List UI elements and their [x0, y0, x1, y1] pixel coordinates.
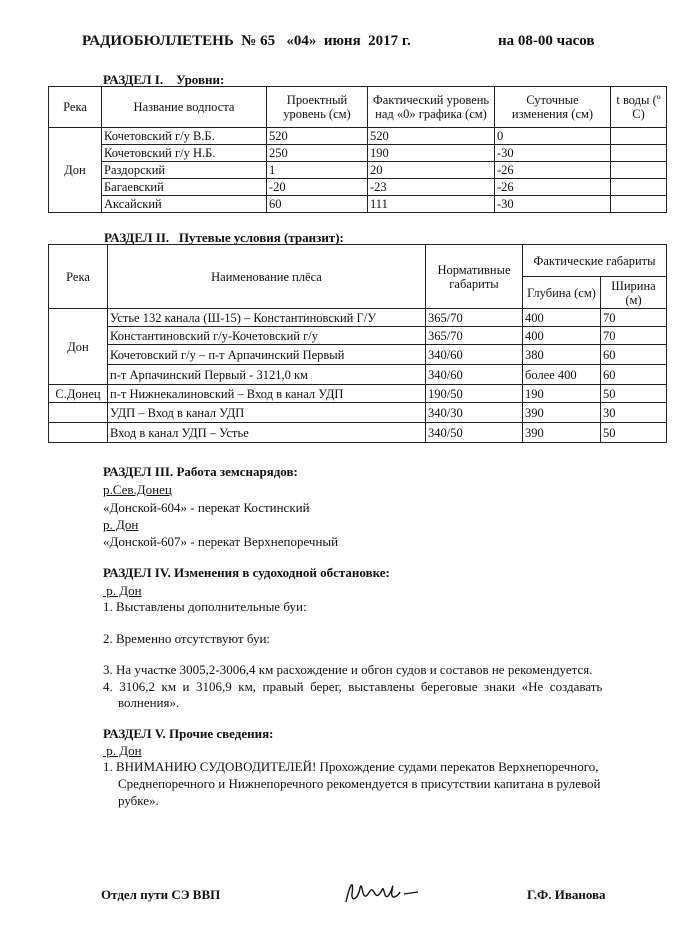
normative-dims: 340/50 — [426, 423, 523, 443]
river-cell: Дон — [49, 128, 102, 213]
col-actual-level: Фактический уровень над «0» графика (см) — [368, 87, 495, 128]
river-cell: С.Донец — [49, 385, 108, 403]
water-temp — [611, 145, 667, 162]
water-temp — [611, 179, 667, 196]
normative-dims: 190/50 — [426, 385, 523, 403]
dredger-1: «Донской-604» - перекат Костинский — [103, 500, 310, 515]
dredger-2: «Донской-607» - перекат Верхнепоречный — [103, 534, 339, 549]
water-temp — [611, 128, 667, 145]
river-cell: Дон — [49, 309, 108, 385]
col-project-level: Проектный уровень (см) — [267, 87, 368, 128]
reach-name: Вход в канал УДП – Устье — [108, 423, 426, 443]
depth-value: 390 — [523, 423, 601, 443]
captain-notice-2: Среднепоречного и Нижнепоречного рекомендуется в присутствии капитана в рулевой — [118, 776, 601, 791]
missing-buoys: 2. Временно отсутствуют буи: — [103, 631, 271, 646]
water-temp — [611, 196, 667, 213]
overtaking-note: 3. На участке 3005,2-3006,4 км расхождение и обгон судов и составов не рекомендуется. — [103, 662, 593, 677]
post-name: Аксайский — [102, 196, 267, 213]
section1-heading: РАЗДЕЛ I. Уровни: — [103, 72, 225, 87]
section5-heading: РАЗДЕЛ V. Прочие сведения: — [103, 726, 274, 741]
reach-name: Кочетовский г/у – п-т Арпачинский Первый — [108, 345, 426, 365]
post-name: Раздорский — [102, 162, 267, 179]
actual-level: 20 — [368, 162, 495, 179]
captain-notice-3: рубке». — [118, 793, 159, 808]
width-value: 60 — [601, 345, 667, 365]
col-width: Ширина (м) — [601, 277, 667, 309]
reach-name: п-т Арпачинский Первый - 3121,0 км — [108, 365, 426, 385]
river-cell-empty — [49, 403, 108, 423]
col-reach-name: Наименование плёса — [108, 245, 426, 309]
levels-header-row — [49, 87, 667, 128]
table-row — [49, 385, 667, 403]
water-temp — [611, 162, 667, 179]
department-label: Отдел пути СЭ ВВП — [101, 887, 221, 902]
width-value: 70 — [601, 327, 667, 345]
route-header-row — [49, 245, 667, 277]
depth-value: более 400 — [523, 365, 601, 385]
table-row — [49, 365, 667, 385]
col-actual-dims: Фактические габариты — [523, 245, 667, 277]
depth-value: 400 — [523, 327, 601, 345]
daily-change: 0 — [495, 128, 611, 145]
table-row — [49, 162, 667, 179]
section3-heading: РАЗДЕЛ III. Работа земснарядов: — [103, 464, 298, 479]
post-name: Кочетовский г/у В.Б. — [102, 128, 267, 145]
section4-river: р. Дон — [103, 583, 142, 598]
levels-table — [48, 86, 667, 213]
table-row — [49, 196, 667, 213]
normative-dims: 340/30 — [426, 403, 523, 423]
col-daily-change: Суточные изменения (см) — [495, 87, 611, 128]
actual-level: 520 — [368, 128, 495, 145]
col-water-temp: t воды (º С) — [611, 87, 667, 128]
route-conditions-table — [48, 244, 667, 443]
col-normative: Нормативные габариты — [426, 245, 523, 309]
table-row — [49, 128, 667, 145]
table-row — [49, 345, 667, 365]
normative-dims: 340/60 — [426, 365, 523, 385]
daily-change: -30 — [495, 196, 611, 213]
post-name: Багаевский — [102, 179, 267, 196]
bulletin-time: на 08-00 часов — [498, 33, 595, 49]
table-row — [49, 145, 667, 162]
actual-level: -23 — [368, 179, 495, 196]
captain-notice-1: 1. ВНИМАНИЮ СУДОВОДИТЕЛЕЙ! Прохождение судами перекатов Верхнепоречного, — [103, 759, 599, 774]
depth-value: 380 — [523, 345, 601, 365]
actual-level: 190 — [368, 145, 495, 162]
reach-name: Константиновский г/у-Кочетовский г/у — [108, 327, 426, 345]
table-row — [49, 423, 667, 443]
dredger-river-1: р.Сев.Донец — [103, 482, 172, 497]
actual-level: 111 — [368, 196, 495, 213]
depth-value: 190 — [523, 385, 601, 403]
post-name: Кочетовский г/у Н.Б. — [102, 145, 267, 162]
project-level: 250 — [267, 145, 368, 162]
signature-image — [340, 874, 430, 910]
project-level: 520 — [267, 128, 368, 145]
signatory-name: Г.Ф. Иванова — [527, 887, 606, 902]
width-value: 50 — [601, 385, 667, 403]
shore-signs-note-cont: волнения». — [118, 695, 180, 710]
reach-name: Устье 132 канала (Ш-15) – Константиновский Г/У — [108, 309, 426, 327]
project-level: -20 — [267, 179, 368, 196]
depth-value: 390 — [523, 403, 601, 423]
reach-name: УДП – Вход в канал УДП — [108, 403, 426, 423]
dredger-river-2: р. Дон — [103, 517, 139, 532]
extra-buoys: 1. Выставлены дополнительные буи: — [103, 599, 307, 614]
width-value: 70 — [601, 309, 667, 327]
river-cell-empty — [49, 423, 108, 443]
col-post-name: Название водпоста — [102, 87, 267, 128]
depth-value: 400 — [523, 309, 601, 327]
project-level: 60 — [267, 196, 368, 213]
width-value: 60 — [601, 365, 667, 385]
shore-signs-note: 4. 3106,2 км и 3106,9 км, правый берег, выставлены береговые знаки «Не создавать — [103, 679, 603, 694]
table-row — [49, 327, 667, 345]
normative-dims: 365/70 — [426, 309, 523, 327]
project-level: 1 — [267, 162, 368, 179]
table-row — [49, 179, 667, 196]
table-row — [49, 309, 667, 327]
daily-change: -26 — [495, 179, 611, 196]
width-value: 30 — [601, 403, 667, 423]
bulletin-title: РАДИОБЮЛЛЕТЕНЬ № 65 «04» июня 2017 г. — [82, 33, 411, 49]
normative-dims: 340/60 — [426, 345, 523, 365]
col-river: Река — [49, 87, 102, 128]
table-row — [49, 403, 667, 423]
col-river: Река — [49, 245, 108, 309]
section2-heading: РАЗДЕЛ II. Путевые условия (транзит): — [104, 230, 344, 245]
section5-river: р. Дон — [103, 743, 142, 758]
normative-dims: 365/70 — [426, 327, 523, 345]
width-value: 50 — [601, 423, 667, 443]
daily-change: -30 — [495, 145, 611, 162]
reach-name: п-т Нижнекалиновский – Вход в канал УДП — [108, 385, 426, 403]
col-depth: Глубина (см) — [523, 277, 601, 309]
section4-heading: РАЗДЕЛ IV. Изменения в судоходной обстановке: — [103, 565, 390, 580]
daily-change: -26 — [495, 162, 611, 179]
